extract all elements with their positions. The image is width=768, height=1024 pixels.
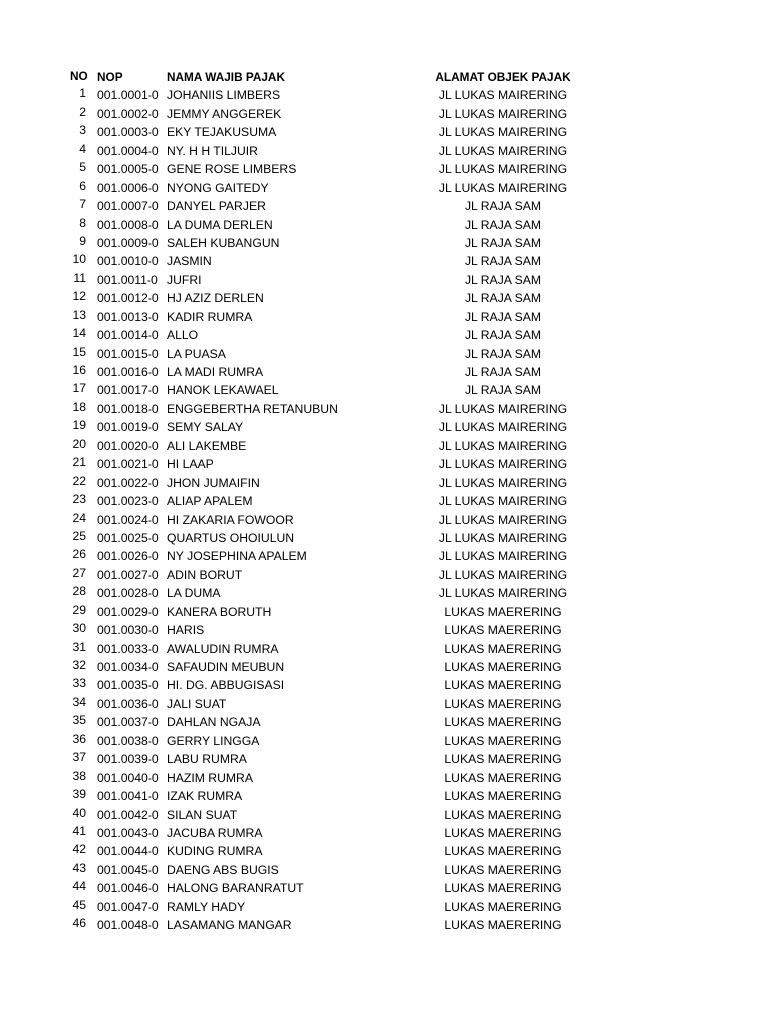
row-nop: 001.0029-0 [97,604,159,619]
row-number: 19 [72,418,86,433]
row-object-address: LUKAS MAERERING [444,770,562,785]
table-row [0,418,768,436]
row-number: 26 [72,547,86,562]
row-taxpayer-name: NYONG GAITEDY [167,180,269,195]
row-nop: 001.0042-0 [97,807,159,822]
row-taxpayer-name: JUFRI [167,272,202,287]
row-object-address: JL LUKAS MAIRERING [438,512,568,527]
row-object-address: JL LUKAS MAIRERING [438,401,568,416]
table-row [0,86,768,104]
table-row [0,676,768,694]
row-object-address: LUKAS MAERERING [444,660,562,674]
table-row [0,547,768,565]
row-object-address: JL LUKAS MAIRERING [438,475,568,490]
row-number: 2 [79,104,86,119]
row-number: 18 [72,399,86,414]
table-row [0,381,768,399]
row-object-address: JL RAJA SAM [464,254,542,269]
row-taxpayer-name: EKY TEJAKUSUMA [167,125,277,140]
row-taxpayer-name: JEMMY ANGGEREK [167,106,282,121]
row-object-address: LUKAS MAERERING [444,862,562,877]
row-number: 29 [72,602,86,617]
header-nop: NOP [97,70,123,84]
row-number: 1 [79,86,86,101]
row-object-address: LUKAS MAERERING [444,918,562,933]
row-number: 6 [79,178,86,193]
row-object-address: LUKAS MAERERING [444,752,562,767]
row-object-address: JL RAJA SAM [464,235,542,250]
row-number: 11 [73,270,86,285]
table-row [0,842,768,860]
row-number: 41 [72,823,86,838]
row-object-address: JL RAJA SAM [464,272,542,287]
row-object-address: LUKAS MAERERING [444,604,562,619]
table-row [0,861,768,879]
row-number: 38 [72,768,86,783]
table-row [0,658,768,676]
row-taxpayer-name: ALIAP APALEM [167,494,253,509]
row-nop: 001.0037-0 [97,715,159,730]
row-nop: 001.0043-0 [97,825,159,840]
row-number: 3 [79,123,86,138]
row-number: 5 [79,160,86,175]
row-number: 28 [72,584,86,599]
row-nop: 001.0017-0 [97,383,159,398]
row-object-address: LUKAS MAERERING [444,825,562,840]
row-taxpayer-name: ALI LAKEMBE [167,438,247,453]
row-nop: 001.0008-0 [97,217,159,232]
row-object-address: JL LUKAS MAIRERING [438,162,568,177]
row-object-address: JL RAJA SAM [464,346,542,361]
row-taxpayer-name: LASAMANG MANGAR [167,918,292,933]
row-object-address: JL LUKAS MAIRERING [438,549,568,564]
table-row [0,640,768,658]
row-taxpayer-name: HALONG BARANRATUT [167,881,304,896]
row-nop: 001.0014-0 [97,328,159,343]
row-object-address: LUKAS MAERERING [444,696,562,711]
row-taxpayer-name: LA DUMA DERLEN [167,217,273,232]
table-row [0,916,768,934]
row-object-address: JL RAJA SAM [464,309,542,324]
row-number: 10 [72,252,86,267]
row-taxpayer-name: LA MADI RUMRA [167,365,264,379]
row-object-address: JL LUKAS MAIRERING [438,567,568,582]
row-number: 4 [79,141,86,156]
row-object-address: JL RAJA SAM [464,217,542,232]
table-row [0,750,768,768]
table-row [0,529,768,547]
table-row [0,142,768,160]
row-object-address: LUKAS MAERERING [444,789,562,804]
row-taxpayer-name: LA PUASA [167,346,226,361]
row-taxpayer-name: HAZIM RUMRA [167,770,253,785]
row-nop: 001.0040-0 [97,770,159,785]
row-object-address: JL RAJA SAM [464,365,542,379]
row-object-address: LUKAS MAERERING [444,844,562,859]
row-taxpayer-name: NY JOSEPHINA APALEM [167,549,307,564]
row-nop: 001.0019-0 [97,420,159,435]
table-row [0,621,768,639]
table-row [0,787,768,805]
row-number: 45 [72,897,86,912]
row-number: 23 [72,492,86,507]
row-number: 22 [72,473,86,488]
table-row [0,824,768,842]
row-nop: 001.0021-0 [97,457,159,472]
row-nop: 001.0010-0 [97,254,159,269]
row-number: 13 [72,307,86,322]
row-object-address: LUKAS MAERERING [444,678,562,693]
table-row [0,603,768,621]
row-number: 31 [72,639,86,654]
row-nop: 001.0044-0 [97,844,159,859]
table-row [0,160,768,178]
row-number: 34 [72,694,86,709]
row-nop: 001.0001-0 [97,88,159,103]
table-row [0,234,768,252]
header-alamat-objek-pajak: ALAMAT OBJEK PAJAK [435,70,571,84]
row-nop: 001.0005-0 [97,162,159,177]
table-row [0,898,768,916]
row-taxpayer-name: QUARTUS OHOIULUN [167,530,295,545]
row-number: 44 [72,879,86,894]
table-row [0,455,768,473]
row-taxpayer-name: LABU RUMRA [167,752,247,767]
row-object-address: JL LUKAS MAIRERING [438,530,568,545]
row-nop: 001.0033-0 [97,641,159,656]
table-row [0,345,768,363]
row-object-address: LUKAS MAERERING [444,623,562,638]
row-object-address: JL LUKAS MAIRERING [438,420,568,435]
row-nop: 001.0007-0 [97,199,159,214]
row-nop: 001.0046-0 [97,881,159,896]
row-object-address: JL LUKAS MAIRERING [438,586,568,601]
row-nop: 001.0038-0 [97,733,159,748]
table-row [0,584,768,602]
row-taxpayer-name: GERRY LINGGA [167,733,260,748]
table-row [0,197,768,215]
row-number: 39 [72,787,86,802]
row-object-address: LUKAS MAERERING [444,641,562,656]
row-taxpayer-name: HARIS [167,623,205,638]
row-taxpayer-name: IZAK RUMRA [167,789,243,804]
table-row [0,879,768,897]
row-taxpayer-name: JASMIN [167,254,212,269]
table-row [0,105,768,123]
row-nop: 001.0041-0 [97,789,159,804]
row-nop: 001.0009-0 [97,235,159,250]
row-number: 7 [79,197,86,212]
table-row [0,289,768,307]
row-object-address: JL RAJA SAM [464,383,542,398]
row-number: 17 [72,381,86,396]
row-number: 40 [72,805,86,820]
row-nop: 001.0024-0 [97,512,159,527]
row-nop: 001.0022-0 [97,475,159,490]
row-nop: 001.0023-0 [97,494,159,509]
row-object-address: JL LUKAS MAIRERING [438,180,568,195]
row-number: 27 [72,565,86,580]
row-object-address: JL LUKAS MAIRERING [438,494,568,509]
table-row [0,474,768,492]
table-row [0,308,768,326]
row-number: 24 [72,510,86,525]
table-row [0,179,768,197]
row-taxpayer-name: ALLO [167,328,199,343]
row-nop: 001.0047-0 [97,899,159,914]
row-number: 21 [72,455,86,470]
row-nop: 001.0034-0 [97,660,159,674]
row-nop: 001.0011-0 [97,272,158,287]
row-number: 33 [72,676,86,691]
tax-object-table [0,68,768,935]
row-nop: 001.0048-0 [97,918,159,933]
row-taxpayer-name: SEMY SALAY [167,420,244,435]
row-object-address: JL RAJA SAM [464,199,542,214]
row-number: 42 [72,842,86,857]
row-nop: 001.0039-0 [97,752,159,767]
row-number: 15 [72,344,86,359]
row-nop: 001.0016-0 [97,365,159,379]
row-object-address: JL LUKAS MAIRERING [438,125,568,140]
row-object-address: LUKAS MAERERING [444,881,562,896]
row-nop: 001.0018-0 [97,401,159,416]
row-taxpayer-name: KANERA BORUTH [167,604,272,619]
table-row [0,271,768,289]
row-number: 9 [79,233,86,248]
row-taxpayer-name: KUDING RUMRA [167,844,263,859]
row-taxpayer-name: JACUBA RUMRA [167,825,263,840]
row-object-address: JL RAJA SAM [464,291,542,306]
row-taxpayer-name: HI LAAP [167,457,214,472]
table-row [0,492,768,510]
row-nop: 001.0027-0 [97,567,159,582]
row-taxpayer-name: ADIN BORUT [167,567,243,582]
row-number: 35 [72,713,86,728]
row-number: 43 [72,860,86,875]
header-nama-wajib-pajak: NAMA WAJIB PAJAK [167,70,285,84]
table-row [0,437,768,455]
row-number: 12 [72,289,86,304]
table-row [0,363,768,381]
row-nop: 001.0015-0 [97,346,159,361]
row-taxpayer-name: AWALUDIN RUMRA [167,641,279,656]
row-taxpayer-name: HI ZAKARIA FOWOOR [167,512,294,527]
row-taxpayer-name: DAENG ABS BUGIS [167,862,279,877]
row-number: 32 [72,658,86,672]
row-nop: 001.0036-0 [97,696,159,711]
row-object-address: JL LUKAS MAIRERING [438,438,568,453]
row-object-address: JL RAJA SAM [464,328,542,343]
table-row [0,400,768,418]
row-number: 8 [79,215,86,230]
row-taxpayer-name: SAFAUDIN MEUBUN [167,660,285,674]
table-row [0,326,768,344]
row-taxpayer-name: RAMLY HADY [167,899,246,914]
row-taxpayer-name: SALEH KUBANGUN [167,235,280,250]
row-taxpayer-name: ENGGEBERTHA RETANUBUN [167,401,338,416]
row-nop: 001.0013-0 [97,309,159,324]
table-row [0,769,768,787]
row-number: 37 [72,750,86,765]
row-taxpayer-name: DANYEL PARJER [167,199,266,214]
row-taxpayer-name: KADIR RUMRA [167,309,253,324]
row-object-address: JL LUKAS MAIRERING [438,143,568,158]
row-number: 14 [72,326,86,341]
row-object-address: LUKAS MAERERING [444,807,562,822]
table-row [0,713,768,731]
row-number: 36 [72,731,86,746]
row-taxpayer-name: SILAN SUAT [167,807,238,822]
table-header-row [0,68,768,86]
table-row [0,695,768,713]
row-nop: 001.0026-0 [97,549,159,564]
row-object-address: LUKAS MAERERING [444,715,562,730]
row-object-address: JL LUKAS MAIRERING [438,88,568,103]
table-row [0,806,768,824]
row-object-address: LUKAS MAERERING [444,899,562,914]
row-taxpayer-name: HANOK LEKAWAEL [167,383,279,398]
row-taxpayer-name: JHON JUMAIFIN [167,475,260,490]
row-number: 30 [72,621,86,636]
table-row [0,566,768,584]
row-number: 25 [72,528,86,543]
table-row [0,252,768,270]
row-nop: 001.0028-0 [97,586,159,601]
table-row [0,732,768,750]
row-taxpayer-name: LA DUMA [167,586,221,601]
row-object-address: JL LUKAS MAIRERING [438,106,568,121]
row-object-address: JL LUKAS MAIRERING [438,457,568,472]
row-nop: 001.0035-0 [97,678,159,693]
row-nop: 001.0002-0 [97,106,159,121]
row-nop: 001.0030-0 [97,623,159,638]
row-taxpayer-name: JOHANIIS LIMBERS [167,88,281,103]
row-number: 16 [72,363,86,377]
row-nop: 001.0012-0 [97,291,159,306]
row-nop: 001.0045-0 [97,862,159,877]
row-nop: 001.0006-0 [97,180,159,195]
table-row [0,216,768,234]
row-taxpayer-name: JALI SUAT [167,696,227,711]
table-row [0,511,768,529]
table-body [0,86,768,934]
table-row [0,123,768,141]
row-taxpayer-name: GENE ROSE LIMBERS [167,162,297,177]
row-taxpayer-name: DAHLAN NGAJA [167,715,261,730]
row-number: 20 [72,436,86,451]
row-taxpayer-name: HJ AZIZ DERLEN [167,291,264,306]
row-nop: 001.0020-0 [97,438,159,453]
row-nop: 001.0025-0 [97,530,159,545]
row-nop: 001.0004-0 [97,143,159,158]
row-taxpayer-name: HI. DG. ABBUGISASI [167,678,285,693]
row-nop: 001.0003-0 [97,125,159,140]
row-taxpayer-name: NY. H H TILJUIR [167,143,258,158]
row-number: 46 [72,916,86,931]
row-object-address: LUKAS MAERERING [444,733,562,748]
header-no: NO [70,69,88,83]
